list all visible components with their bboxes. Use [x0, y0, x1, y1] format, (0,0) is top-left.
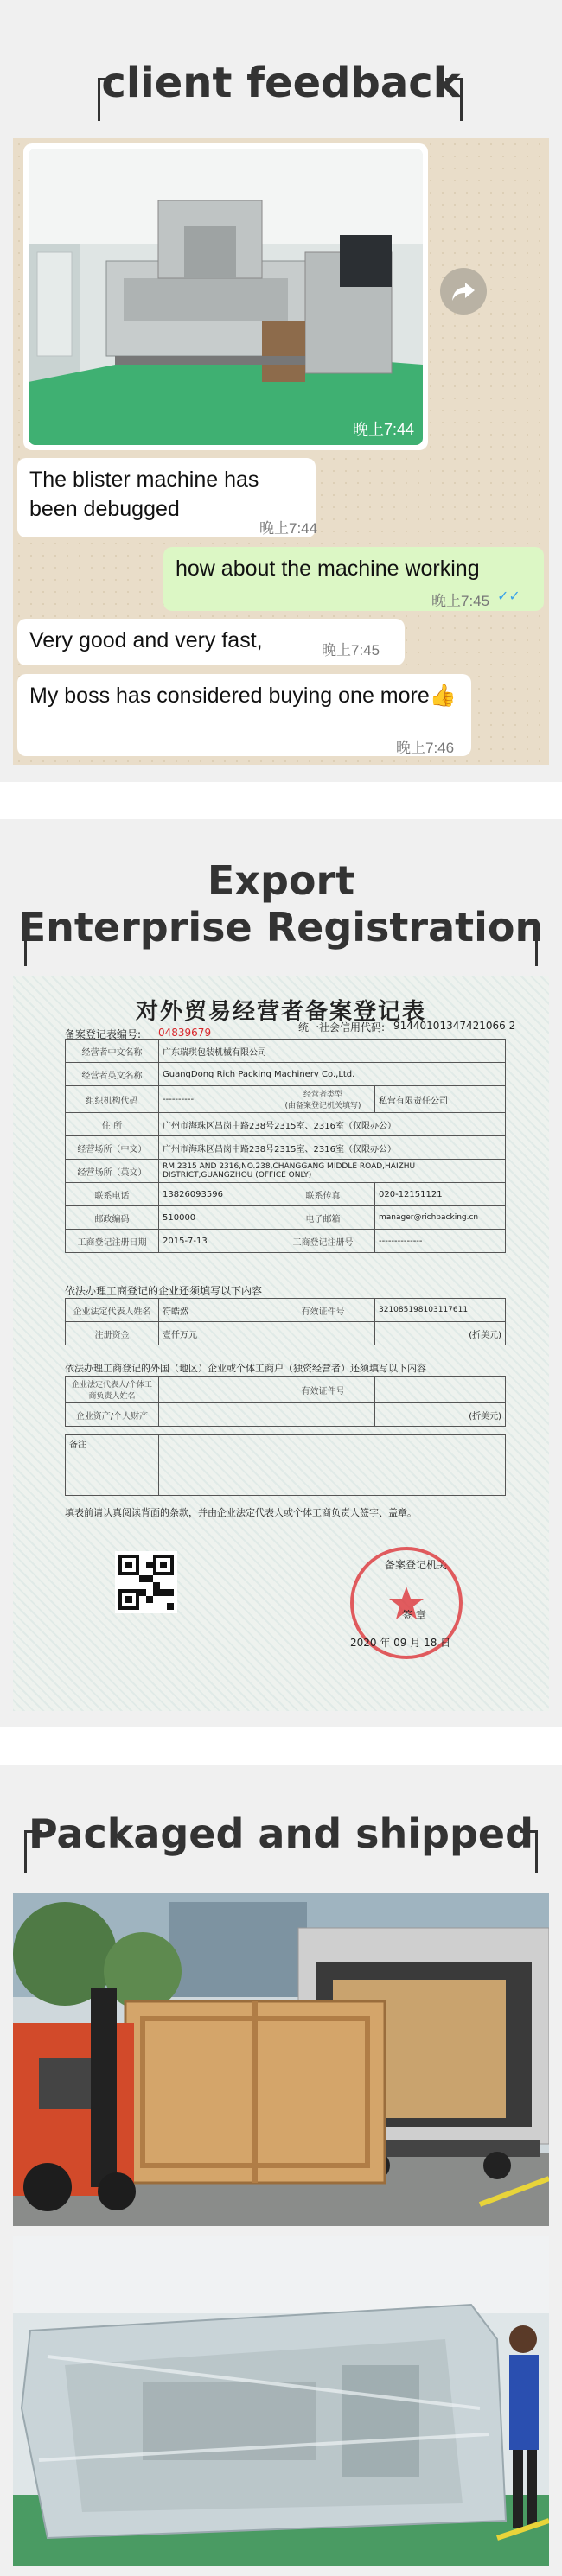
field-label: 住 所	[66, 1113, 159, 1136]
message-text: The blister machine has been debugged	[29, 467, 259, 521]
field-value: 广州市海珠区昌岗中路238号2315室、2316室（仅限办公）	[159, 1136, 506, 1160]
field-label: 企业法定代表人姓名	[66, 1299, 159, 1322]
enterprise-table	[65, 1298, 506, 1345]
field-value: 020-12151121	[375, 1183, 506, 1206]
field-label: 经营者中文名称	[66, 1040, 159, 1063]
photo-message[interactable]	[23, 143, 428, 450]
field-label: 组织机构代码	[66, 1086, 159, 1113]
field-label: 工商登记注册日期	[66, 1230, 159, 1253]
crate-loading-photo	[13, 1893, 549, 2226]
client-feedback-section	[0, 0, 562, 782]
message-text: My boss has considered buying one more👍	[29, 684, 457, 708]
field-label: 邮政编码	[66, 1206, 159, 1230]
registration-table	[65, 1039, 506, 1253]
qr-code	[115, 1551, 177, 1613]
field-label: 电子邮箱	[271, 1206, 375, 1230]
message-timestamp: 晚上7:45	[322, 642, 380, 658]
shipping-title: Packaged and shipped	[28, 1810, 534, 1857]
credit-code: 91440101347421066 2	[393, 1020, 516, 1032]
client-feedback-title: client feedback	[101, 59, 461, 107]
authority-label: 备案登记机关	[385, 1559, 448, 1571]
remarks-label: 备注	[66, 1435, 159, 1496]
field-label: 经营场所（英文）	[66, 1160, 159, 1183]
message-timestamp: 晚上7:45	[431, 593, 490, 609]
remarks-table	[65, 1434, 506, 1496]
section-b-heading: 依法办理工商登记的外国（地区）企业或个体工商户（独资经营者）还须填写以下内容	[65, 1363, 426, 1374]
certificate-title: 对外贸易经营者备案登记表	[135, 999, 426, 1025]
field-label: 经营者类型 (由备案登记机关填写)	[271, 1086, 375, 1113]
photo-timestamp: 晚上7:44	[352, 421, 414, 438]
record-number: 04839679	[158, 1027, 212, 1039]
issue-date: 2020 年 09 月 18 日	[350, 1637, 451, 1649]
field-value: RM 2315 AND 2316,NO.238,CHANGGANG MIDDLE ROAD,HAIZHU DISTRICT,GUANGZHOU (OFFICE ONLY)	[159, 1160, 506, 1183]
field-label: 有效证件号	[271, 1299, 375, 1322]
field-value: 13826093596	[159, 1183, 271, 1206]
field-value: GuangDong Rich Packing Machinery Co.,Ltd.	[159, 1063, 506, 1086]
message-text: Very good and very fast,	[29, 628, 263, 652]
field-value: 符皓然	[159, 1299, 271, 1322]
field-label: 经营者英文名称	[66, 1063, 159, 1086]
footer-instructions: 填表前请认真阅读背面的条款，并由企业法定代表人或个体工商负责人签字、盖章。	[65, 1507, 417, 1518]
registration-title-line1: Export	[207, 857, 355, 904]
message-timestamp: 晚上7:46	[396, 740, 455, 756]
wrapped-machine-photo	[13, 2236, 549, 2566]
read-ticks-icon: ✓✓	[497, 589, 520, 604]
forward-button[interactable]	[440, 268, 487, 315]
field-value: 2015-7-13	[159, 1230, 271, 1253]
field-label: 联系传真	[271, 1183, 375, 1206]
field-value: manager@richpacking.cn	[375, 1206, 506, 1230]
credit-code-label: 统一社会信用代码:	[298, 1021, 386, 1034]
record-number-label: 备案登记表编号:	[65, 1028, 142, 1040]
registration-section	[0, 819, 562, 1727]
field-value: 321085198103117611	[375, 1299, 506, 1322]
machine-photo	[29, 149, 423, 445]
field-value: 广东瑞琪包装机械有限公司	[159, 1040, 506, 1063]
message-text: how about the machine working	[176, 557, 480, 581]
shipping-section	[0, 1765, 562, 2576]
foreign-enterprise-table	[65, 1376, 506, 1427]
field-unit: (折美元)	[375, 1322, 506, 1345]
share-icon	[450, 280, 476, 302]
field-label: 企业法定代表人/个体工商负责人姓名	[66, 1377, 159, 1403]
field-value: --------------	[375, 1230, 506, 1253]
field-label: 企业资产/个人财产	[66, 1403, 159, 1427]
registration-title-line2: Enterprise Registration	[18, 904, 544, 951]
field-value: ----------	[159, 1086, 271, 1113]
field-unit: (折美元)	[375, 1403, 506, 1427]
message-timestamp: 晚上7:44	[259, 520, 318, 537]
field-label: 联系电话	[66, 1183, 159, 1206]
field-value: 510000	[159, 1206, 271, 1230]
field-label: 工商登记注册号	[271, 1230, 375, 1253]
field-label: 有效证件号	[271, 1377, 375, 1403]
field-value: 私营有限责任公司	[375, 1086, 506, 1113]
field-value: 壹仟万元	[159, 1322, 271, 1345]
seal-label: 签 章	[402, 1609, 426, 1621]
chat-screenshot	[13, 138, 549, 765]
field-label: 注册资金	[66, 1322, 159, 1345]
registration-certificate	[13, 976, 549, 1711]
field-value: 广州市海珠区昌岗中路238号2315室、2316室（仅限办公）	[159, 1113, 506, 1136]
section-a-heading: 依法办理工商登记的企业还须填写以下内容	[65, 1285, 263, 1297]
field-label: 经营场所（中文）	[66, 1136, 159, 1160]
